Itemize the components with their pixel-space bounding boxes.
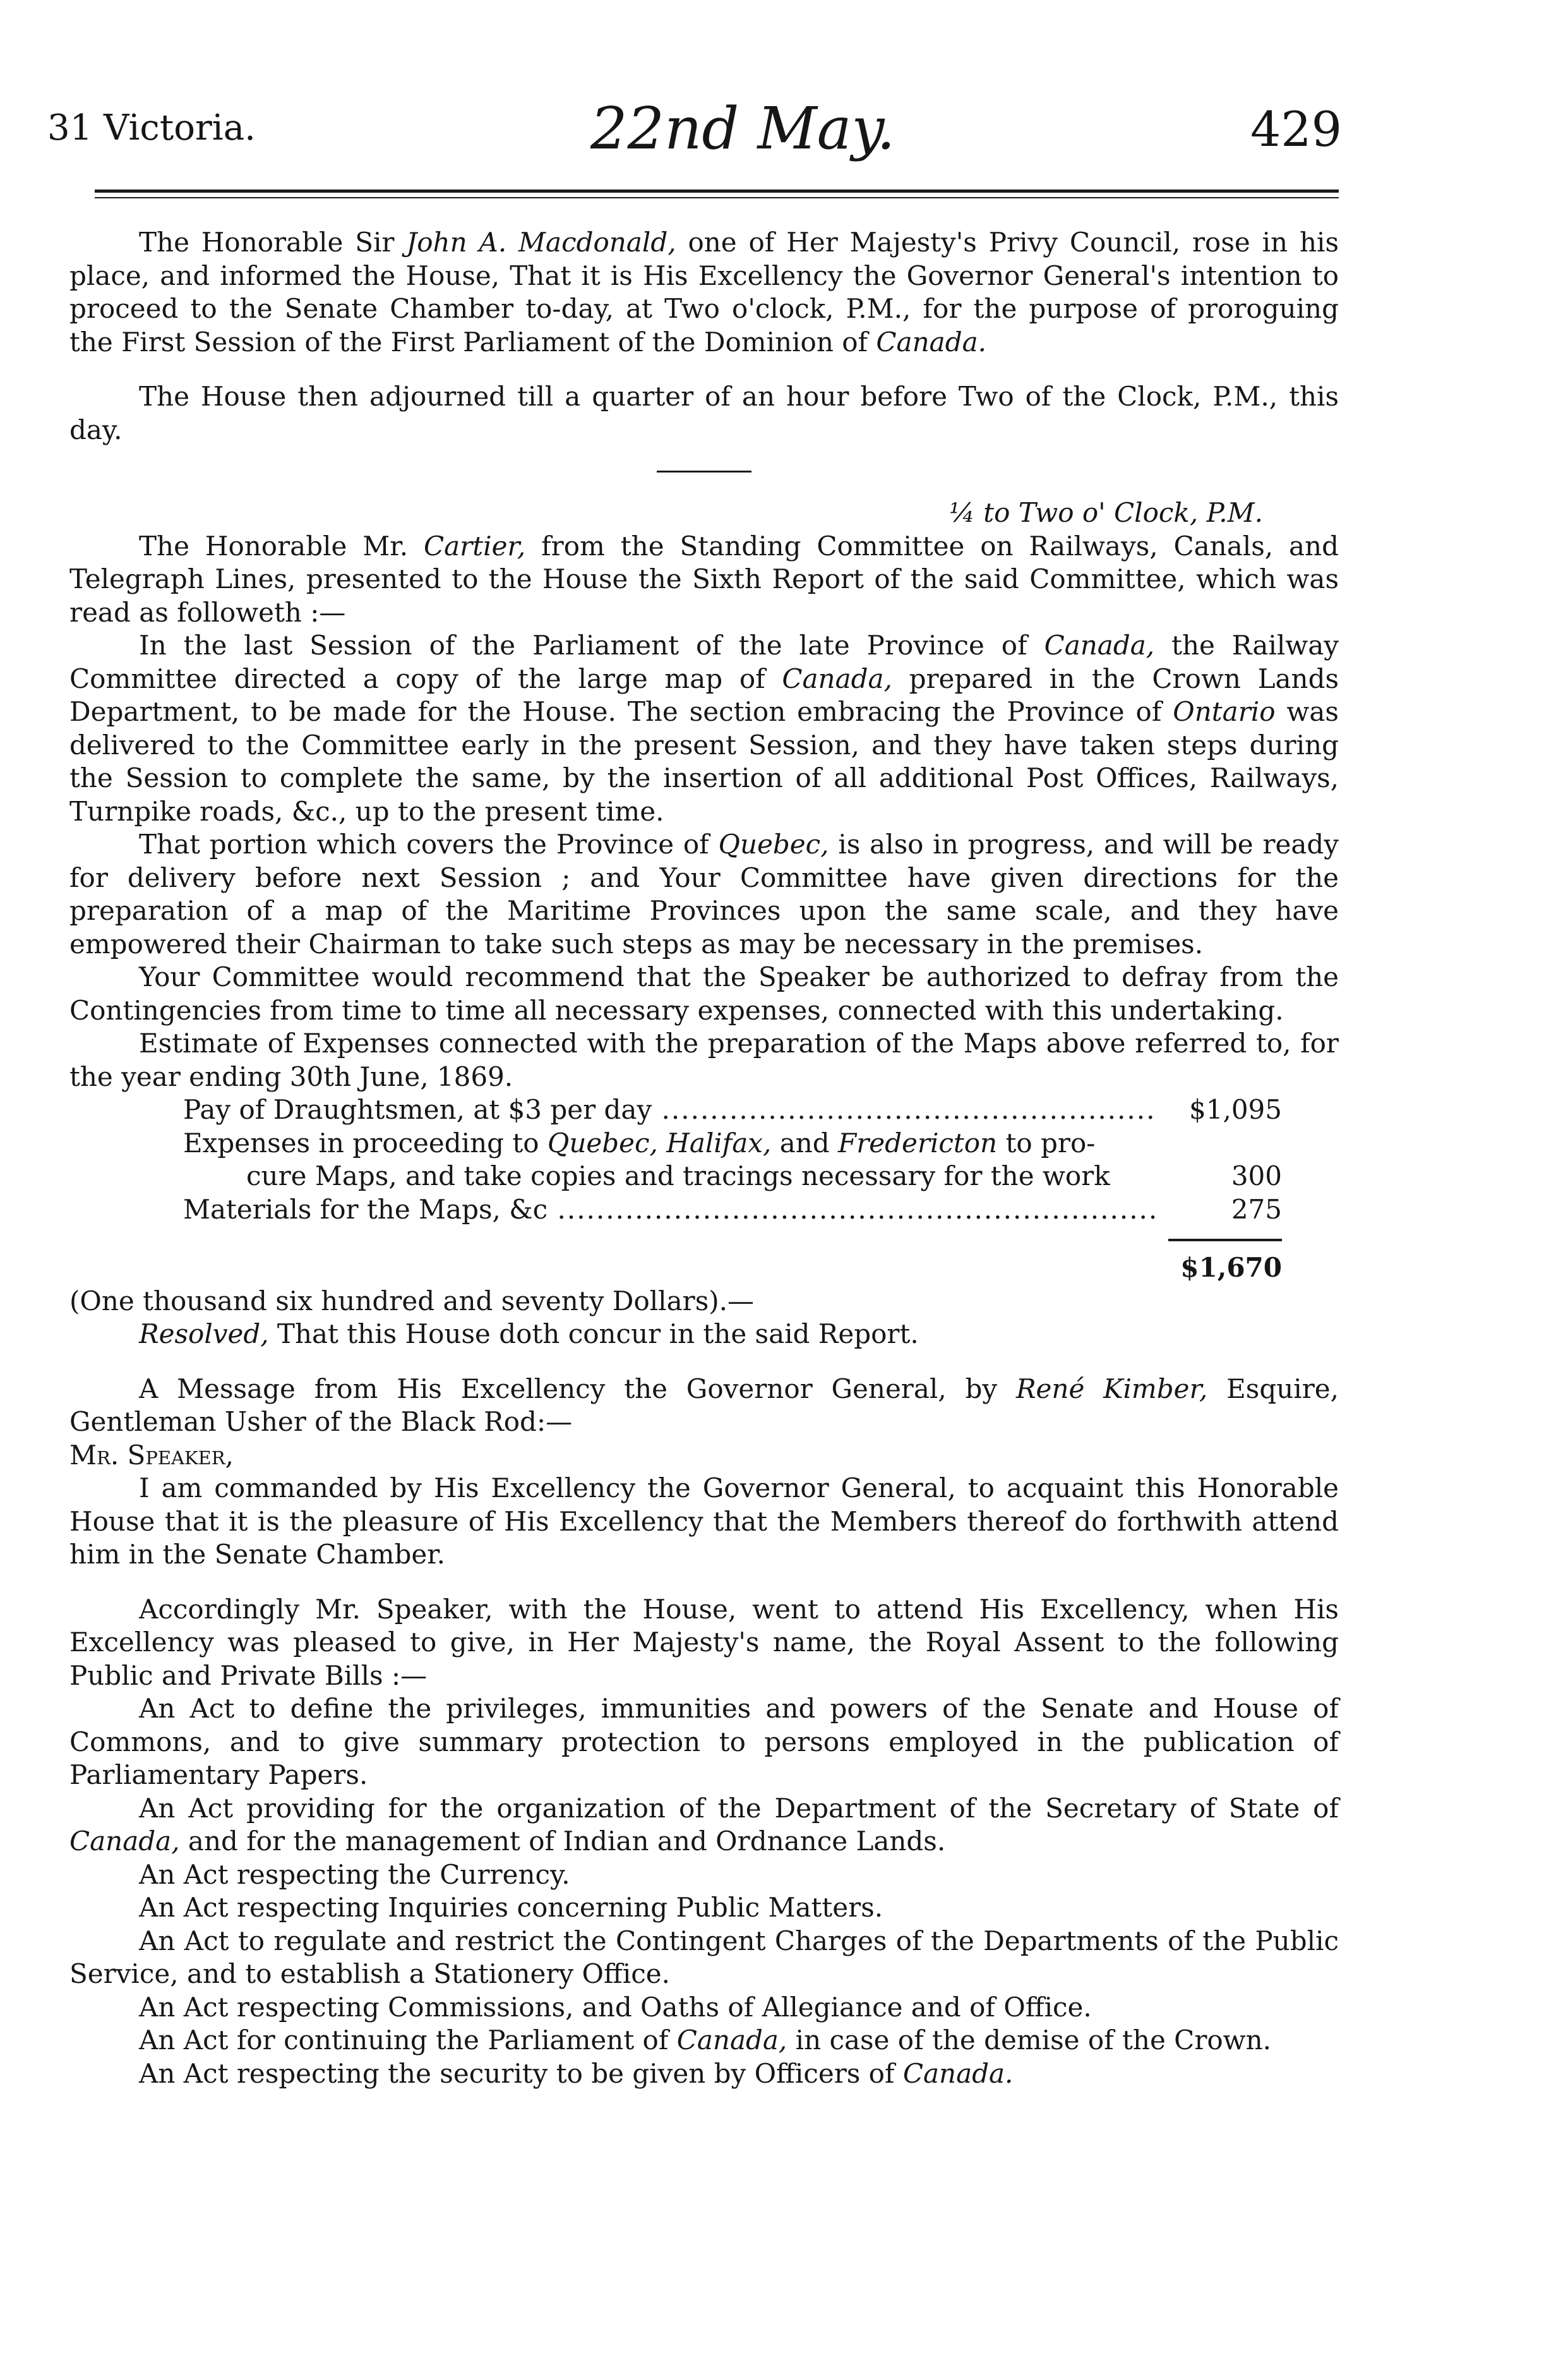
royal-assent-paragraph: Accordingly Mr. Speaker, with the House, went to attend His Excellency, when His Excellency was pleased to give, in Her Majesty's name, the Royal Assent to the following Public and Private Bills :—: [69, 1593, 1339, 1691]
act-item: An Act providing for the organization of the Department of the Secretary of State of Canada, and for the management of Indian and Ordnance Lands.: [69, 1792, 1339, 1857]
header-rule-thick: [95, 190, 1339, 193]
command-paragraph: I am commanded by His Excellency the Governor General, to acquaint this Honorable House that it is the pleasure of His Excellency that the Members thereof do forthwith attend him in the Senate Chamber.: [69, 1472, 1339, 1570]
report-paragraph-2: That portion which covers the Province of Quebec, is also in progress, and will be ready for delivery before next Session ; and Your Committee have given directions for the preparation of a map of the Maritime Provinces upon the same scale, and they have empowered their Chairman to take such steps as may be necessary in the premises.: [69, 829, 1339, 960]
act-item: An Act to define the privileges, immunities and powers of the Senate and House of Commons, and to give summary protection to persons employed in the publication of Parliamentary Papers.: [69, 1693, 1339, 1790]
adjournment-paragraph: The House then adjourned till a quarter of an hour before Two of the Clock, P.M., this day.: [69, 381, 1339, 445]
estimate-row: Materials for the Maps, &c ..... 275: [183, 1193, 1282, 1227]
expense-estimate: [183, 1093, 1282, 1285]
estimate-row: cure Maps, and take copies and tracings necessary for the work 300: [183, 1160, 1282, 1193]
resolution: Resolved, That this House doth concur in the said Report.: [139, 1318, 919, 1349]
cartier-paragraph: The Honorable Mr. Cartier, from the Standing Committee on Railways, Canals, and Telegraph Lines, presented to the House the Sixth Report of the said Committee, which was read as followeth :—: [69, 530, 1339, 628]
section-divider: [657, 471, 751, 473]
page-date: 22nd May.: [590, 95, 895, 162]
header-rule-thin: [95, 197, 1339, 198]
act-item: An Act for continuing the Parliament of Canada, in case of the demise of the Crown.: [139, 2025, 1272, 2056]
total-in-words: (One thousand six hundred and seventy Dollars).—: [69, 1285, 755, 1316]
page-number: 429: [1250, 101, 1342, 157]
estimate-amount: 275: [1231, 1193, 1282, 1225]
estimate-amount: 300: [1231, 1160, 1282, 1191]
macdonald-paragraph: The Honorable Sir John A. Macdonald, one of Her Majesty's Privy Council, rose in his place, and informed the House, That it is His Excellency the Governor General's intention to proceed to the Senate Chamber to-day, at Two o'clock, P.M., for the purpose of proroguing the First Session of the First Parliament of the Dominion of Canada.: [69, 227, 1339, 358]
estimate-total: $1,670: [1180, 1252, 1282, 1283]
regnal-year: 31 Victoria.: [47, 107, 256, 148]
estimate-row: Pay of Draughtsmen, at $3 per day ..... $1,095: [183, 1093, 1282, 1127]
report-paragraph-3: Your Committee would recommend that the Speaker be authorized to defray from the Contingencies from time to time all necessary expenses, connected with this undertaking.: [69, 961, 1339, 1026]
estimate-amount: $1,095: [1189, 1094, 1282, 1125]
total-rule: [1168, 1239, 1282, 1241]
page-header: [47, 95, 1342, 164]
act-item: An Act to regulate and restrict the Contingent Charges of the Departments of the Public Service, and to establish a Stationery Office.: [69, 1925, 1339, 1989]
act-item: An Act respecting the security to be given by Officers of Canada.: [139, 2057, 1014, 2089]
message-paragraph: A Message from His Excellency the Governor General, by René Kimber, Esquire, Gentleman Usher of the Black Rod:—: [69, 1373, 1339, 1437]
estimate-row: Expenses in proceeding to Quebec, Halifax, and Fredericton to pro-: [183, 1127, 1096, 1159]
act-item: An Act respecting Commissions, and Oaths of Allegiance and of Office.: [139, 1991, 1092, 2023]
body-text: [69, 226, 1339, 2090]
act-item: An Act respecting the Currency.: [139, 1858, 570, 1890]
report-paragraph-1: In the last Session of the Parliament of the late Province of Canada, the Railway Committee directed a copy of the large map of Canada, prepared in the Crown Lands Department, to be made for the House. The section embracing the Province of Ontario was delivered to the Committee early in the present Session, and they have taken steps during the Session to complete the same, by the insertion of all additional Post Offices, Railways, Turnpike roads, &c., up to the present time.: [69, 630, 1339, 827]
act-item: An Act respecting Inquiries concerning Public Matters.: [139, 1892, 883, 1923]
estimate-intro: Estimate of Expenses connected with the preparation of the Maps above referred to, for the year ending 30th June, 1869.: [69, 1028, 1339, 1092]
time-heading: ¼ to Two o' Clock, P.M.: [949, 497, 1263, 528]
speaker-salutation: Mr. Speaker,: [69, 1439, 234, 1471]
